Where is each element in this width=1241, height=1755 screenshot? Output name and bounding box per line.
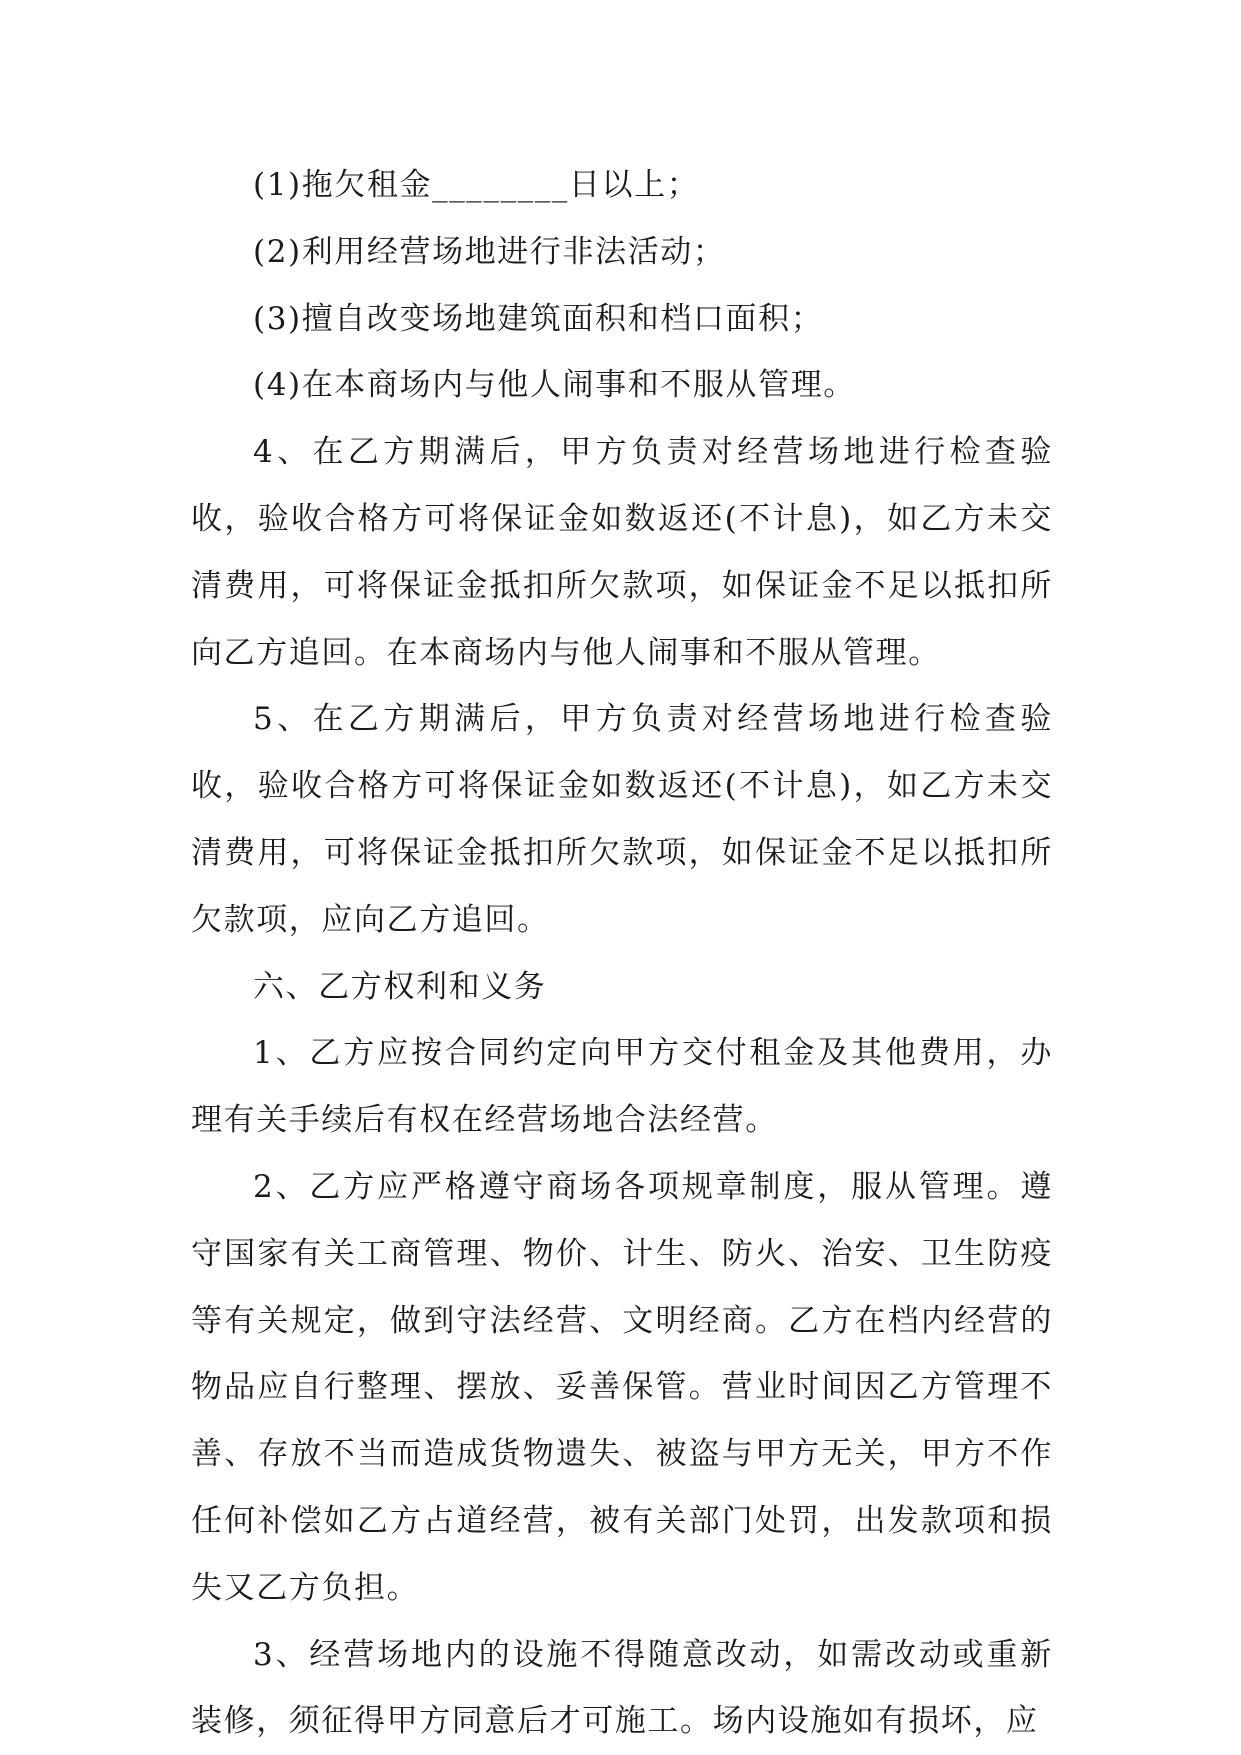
document-body: [191, 152, 1053, 1755]
section-6-clause-3: 3、经营场地内的设施不得随意改动，如需改动或重新装修，须征得甲方同意后才可施工。场内设施如有损坏，应: [191, 1636, 1053, 1740]
section-6-clause-2: 2、乙方应严格遵守商场各项规章制度，服从管理。遵守国家有关工商管理、物价、计生、防火、治安、卫生防疫等有关规定，做到守法经营、文明经商。乙方在档内经营的物品应自行整理、摆放、妥善保管。营业时间因乙方管理不善、存放不当而造成货物遗失、被盗与甲方无关，甲方不作任何补偿如乙方占道经营，被有关部门处罚，出发款项和损失又乙方负担。: [191, 1168, 1053, 1606]
clause-1-item-2: (2)利用经营场地进行非法活动；: [253, 233, 726, 270]
clause-1-item-4: (4)在本商场内与他人闹事和不服从管理。: [253, 367, 856, 404]
clause-1-item-3: (3)擅自改变场地建筑面积和档口面积；: [253, 300, 824, 337]
clause-4-paragraph: 4、在乙方期满后，甲方负责对经营场地进行检查验收，验收合格方可将保证金如数返还(不计息)，如乙方未交清费用，可将保证金抵扣所欠款项，如保证金不足以抵扣所向乙方追回。在本商场内与他人闹事和不服从管理。: [191, 434, 1053, 671]
section-6-clause-1: 1、乙方应按合同约定向甲方交付租金及其他费用，办理有关手续后有权在经营场地合法经营。: [191, 1035, 1053, 1139]
section-6-heading: 六、乙方权利和义务: [253, 968, 547, 1005]
clause-5-paragraph: 5、在乙方期满后，甲方负责对经营场地进行检查验收，验收合格方可将保证金如数返还(不计息)，如乙方未交清费用，可将保证金抵扣所欠款项，如保证金不足以抵扣所欠款项，应向乙方追回。: [191, 701, 1053, 938]
clause-1-item-1: (1)拖欠租金________日以上；: [253, 167, 700, 203]
